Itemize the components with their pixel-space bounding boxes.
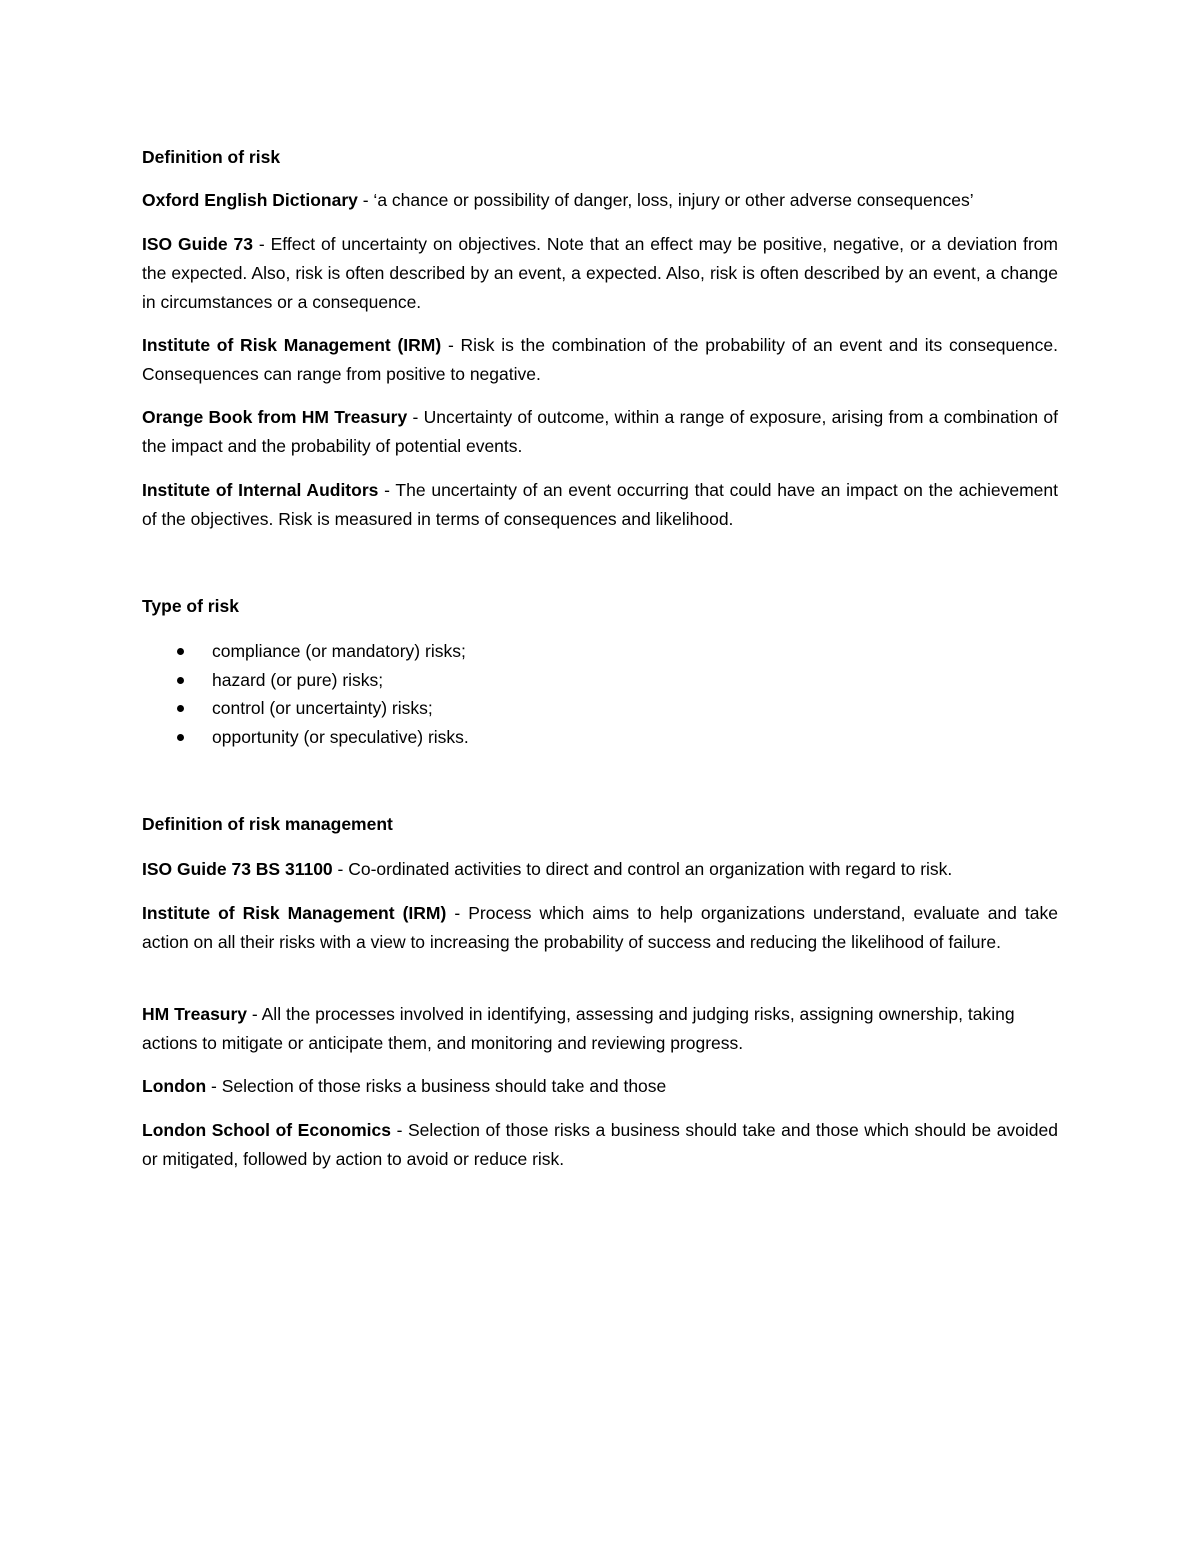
definition-text: - Risk is the combination of the probability of an event and its consequence. Consequences can range from positive to negative. bbox=[142, 335, 1058, 384]
bullet-icon bbox=[177, 734, 184, 741]
definition-entry bbox=[142, 1072, 1058, 1101]
list-item bbox=[142, 694, 469, 723]
list-item-text: hazard (or pure) risks; bbox=[212, 669, 384, 690]
definition-entry bbox=[142, 331, 1058, 389]
definition-text: - Co-ordinated activities to direct and control an organization with regard to risk. bbox=[332, 859, 953, 879]
definition-entry bbox=[142, 186, 1058, 215]
section-heading-definition-of-risk-management: Definition of risk management bbox=[142, 814, 393, 834]
definition-entry bbox=[142, 476, 1058, 534]
definition-term: London bbox=[142, 1076, 207, 1096]
definition-text: - The uncertainty of an event occurring that could have an impact on the achievement of the objectives. Risk is measured in terms of consequences and likelihood. bbox=[142, 480, 1058, 529]
definition-text: - Uncertainty of outcome, within a range of exposure, arising from a combination of the impact and the probability of potential events. bbox=[142, 407, 1058, 456]
definition-term: Institute of Risk Management (IRM) bbox=[142, 335, 442, 355]
definition-term: HM Treasury bbox=[142, 1004, 248, 1024]
definition-term: Orange Book from HM Treasury bbox=[142, 407, 408, 427]
definition-entry bbox=[142, 230, 1058, 317]
risk-type-list bbox=[142, 637, 469, 751]
list-item bbox=[142, 637, 469, 666]
definition-term: Oxford English Dictionary bbox=[142, 190, 358, 210]
list-item-text: control (or uncertainty) risks; bbox=[212, 698, 433, 718]
definition-term: ISO Guide 73 bbox=[142, 234, 253, 254]
definition-text: - Effect of uncertainty on objectives. Note that an effect may be positive, negative, or a deviation from the expected. Also, risk is often described by an event, a expected. Also, risk is often described by an event, a change in circumstances or a consequence. bbox=[142, 234, 1058, 312]
list-item bbox=[142, 723, 469, 752]
definition-term: Institute of Internal Auditors bbox=[142, 480, 379, 500]
definition-text: - ‘a chance or possibility of danger, loss, injury or other adverse consequences’ bbox=[357, 190, 974, 210]
definition-text: - Selection of those risks a business should take and those which should be avoided or mitigated, followed by action to avoid or reduce risk. bbox=[142, 1120, 1058, 1169]
section-heading-type-of-risk: Type of risk bbox=[142, 596, 239, 616]
bullet-icon bbox=[177, 648, 184, 655]
section-heading-definition-of-risk: Definition of risk bbox=[142, 147, 281, 167]
list-item-text: opportunity (or speculative) risks. bbox=[212, 726, 469, 747]
list-item-text: compliance (or mandatory) risks; bbox=[212, 641, 466, 661]
definition-entry bbox=[142, 855, 1058, 884]
definition-entry bbox=[142, 1116, 1058, 1174]
definition-text: - Process which aims to help organizations understand, evaluate and take action on all their risks with a view to increasing the probability of success and reducing the likelihood of failure. bbox=[142, 903, 1059, 952]
definition-term: ISO Guide 73 BS 31100 bbox=[142, 859, 333, 879]
definition-term: Institute of Risk Management (IRM) bbox=[142, 903, 447, 923]
list-item bbox=[142, 666, 469, 695]
definition-entry bbox=[142, 403, 1058, 461]
definition-text: - All the processes involved in identifying, assessing and judging risks, assigning ownership, taking actions to mitigate or anticipate them, and monitoring and reviewing progress. bbox=[142, 1004, 1015, 1053]
definition-term: London School of Economics bbox=[142, 1120, 392, 1140]
definition-entry bbox=[142, 1000, 1058, 1058]
definition-entry bbox=[142, 899, 1058, 957]
bullet-icon bbox=[177, 705, 184, 712]
definition-text: - Selection of those risks a business should take and those bbox=[206, 1076, 667, 1096]
bullet-icon bbox=[177, 677, 184, 684]
